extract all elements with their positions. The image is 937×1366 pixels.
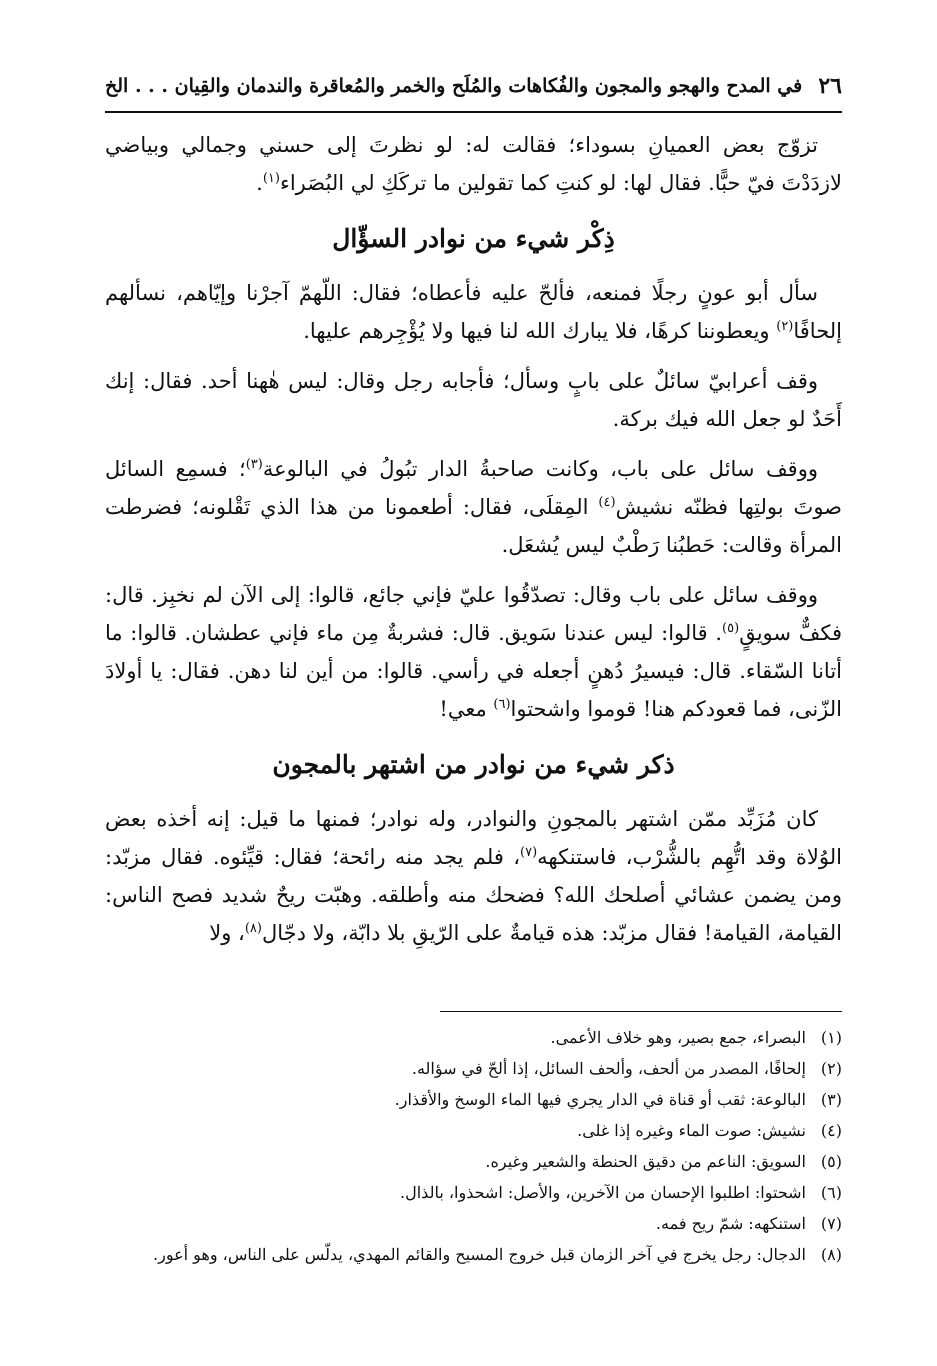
footnote-ref: (٥) bbox=[722, 621, 740, 636]
footnote bbox=[105, 1115, 842, 1146]
paragraph-text: ، فلم يجد منه رائحة؛ فقال: قيِّئوه. فقال مزبّد: ومن يضمن عشائي أصلحك الله؟ فضحك منه وأطلقه. وهبّت ريحٌ شديد فصح الناس: القيامة، القيامة! فقال مزبّد: هذه قيامةٌ على الرّيقِ بلا دابّة، ولا دجّال bbox=[105, 845, 842, 945]
footnote-ref: (١) bbox=[262, 171, 280, 186]
footnote bbox=[105, 1239, 842, 1270]
footnote-number: (٦) bbox=[820, 1183, 842, 1202]
footnote-number: (٧) bbox=[820, 1214, 842, 1233]
footnote-ref: (٣) bbox=[245, 457, 263, 472]
footnote bbox=[105, 1084, 842, 1115]
section-heading: ذكر شيء من نوادر من اشتهر بالمجون bbox=[272, 750, 675, 779]
paragraph-text: ، ولا bbox=[209, 921, 245, 945]
paragraph-text: معي! bbox=[439, 697, 494, 721]
footnote-number: (٤) bbox=[820, 1121, 842, 1140]
paragraph-text: ويعطوننا كرهًا، فلا يبارك الله لنا فيها ولا يُؤْجِرهم عليها. bbox=[303, 319, 777, 343]
paragraph-text: تزوّج بعض العميانِ بسوداء؛ فقالت له: لو نظرتَ إلى حسني وجمالي وبياضي لازدَدْتَ فيّ حبًّا. فقال لها: لو كنتِ كما تقولين ما تركَكِ لي البُصَراء bbox=[105, 133, 842, 195]
footnote-ref: (٢) bbox=[776, 319, 794, 334]
footnote-number: (٢) bbox=[820, 1059, 842, 1078]
footnote-text: اشحتوا: اطلبوا الإحسان من الآخرين، والأصل: اشحذوا، بالذال. bbox=[400, 1183, 806, 1202]
section-heading: ذِكْر شيء من نوادر السؤّال bbox=[332, 224, 615, 253]
paragraph-text: . قالوا: ليس عندنا سَويق. قال: فشربةٌ مِن ماء فإني عطشان. قالوا: ما أتانا السّقاء. قال: فيسيرُ دُهنٍ أجعله في رأسي. قالوا: من أين لنا دهن. فقال: يا أولادَ الزّنى، فما قعودكم هنا! قوموا واشحتوا bbox=[105, 621, 842, 721]
paragraph-text: سأل أبو عونٍ رجلًا فمنعه، فألحّ عليه فأعطاه؛ فقال: اللّهمّ آجرْنا وإيّاهم، نسألهم إلحافًا bbox=[105, 281, 842, 343]
paragraph-text: ووقف سائل على باب وقال: تصدّقُوا عليّ فإني جائع، قالوا: إلى الآن لم نخبِز. قال: فكفٌّ سويقٍ bbox=[105, 583, 843, 645]
footnote-text: استنكهه: شمّ ريح فمه. bbox=[655, 1214, 806, 1233]
header-rule bbox=[105, 111, 842, 113]
footnote-ref: (٨) bbox=[244, 921, 262, 936]
footnote-text: الدجال: رجل يخرج في آخر الزمان قبل خروج المسيح والقائم المهدي، يدلّس على الناس، وهو أعور. bbox=[153, 1245, 806, 1264]
footnote-ref: (٤) bbox=[598, 495, 616, 510]
paragraph-text: كان مُزَبِّد ممّن اشتهر بالمجونِ والنوادر، وله نوادر؛ فمنها ما قيل: إنه أخذه بعض الوُلاة وقد اتُّهِم بالشُّرْب، فاستنكهه bbox=[105, 807, 842, 869]
paragraph bbox=[105, 576, 842, 728]
paragraph-text: . bbox=[256, 171, 263, 195]
footnote-text: نشيش: صوت الماء وغيره إذا غلى. bbox=[577, 1121, 806, 1140]
paragraph-text: ووقف سائل على باب، وكانت صاحبةُ الدار تبُولُ في البالوعة bbox=[262, 457, 818, 481]
footnote-number: (٥) bbox=[820, 1152, 842, 1171]
footnote-text: السويق: الناعم من دقيق الحنطة والشعير وغيره. bbox=[485, 1152, 806, 1171]
paragraph bbox=[105, 126, 842, 202]
paragraph bbox=[105, 800, 842, 952]
footnote-text: البصراء، جمع بصير، وهو خلاف الأعمى. bbox=[550, 1028, 806, 1047]
footnote-ref: (٦) bbox=[493, 697, 511, 712]
footnote-text: البالوعة: ثقب أو قناة في الدار يجري فيها الماء الوسخ والأقذار. bbox=[394, 1090, 806, 1109]
footnote bbox=[105, 1053, 842, 1084]
paragraph-text: المِقلَى، فقال: أطعمونا من هذا الذي تَقْلونه؛ فضرطت المرأة وقالت: حَطبُنا رَطْبٌ ليس يُشعَل. bbox=[105, 495, 842, 557]
running-title: في المدح والهجو والمجون والفُكاهات والمُلَح والخمر والمُعاقرة والندمان والقِيان . . . الخ bbox=[105, 75, 803, 97]
footnote-number: (٨) bbox=[820, 1245, 842, 1264]
footnote bbox=[105, 1146, 842, 1177]
main-text bbox=[105, 126, 842, 964]
paragraph bbox=[105, 274, 842, 350]
footnote bbox=[105, 1022, 842, 1053]
footnote bbox=[105, 1177, 842, 1208]
footnotes bbox=[105, 1022, 842, 1270]
footnote bbox=[105, 1208, 842, 1239]
footnote-number: (٣) bbox=[820, 1090, 842, 1109]
paragraph bbox=[105, 450, 842, 564]
page-number: ٢٦ bbox=[818, 73, 842, 99]
paragraph: وقف أعرابيّ سائلٌ على بابٍ وسأل؛ فأجابه رجل وقال: ليس هٰهنا أحد. فقال: إنك أَحَدٌ لو جعل الله فيك بركة. bbox=[105, 369, 842, 431]
footnote-ref: (٧) bbox=[520, 845, 538, 860]
footnote-text: إلحافًا، المصدر من ألحف، وألحف السائل، إذا ألحّ في سؤاله. bbox=[411, 1059, 806, 1078]
paragraph-text: ؛ فسمِع السائل صوتَ بولتِها فظنّه نشيش bbox=[105, 457, 842, 519]
running-header bbox=[105, 66, 842, 106]
footnote-number: (١) bbox=[820, 1028, 842, 1047]
footnote-rule bbox=[440, 1011, 842, 1012]
